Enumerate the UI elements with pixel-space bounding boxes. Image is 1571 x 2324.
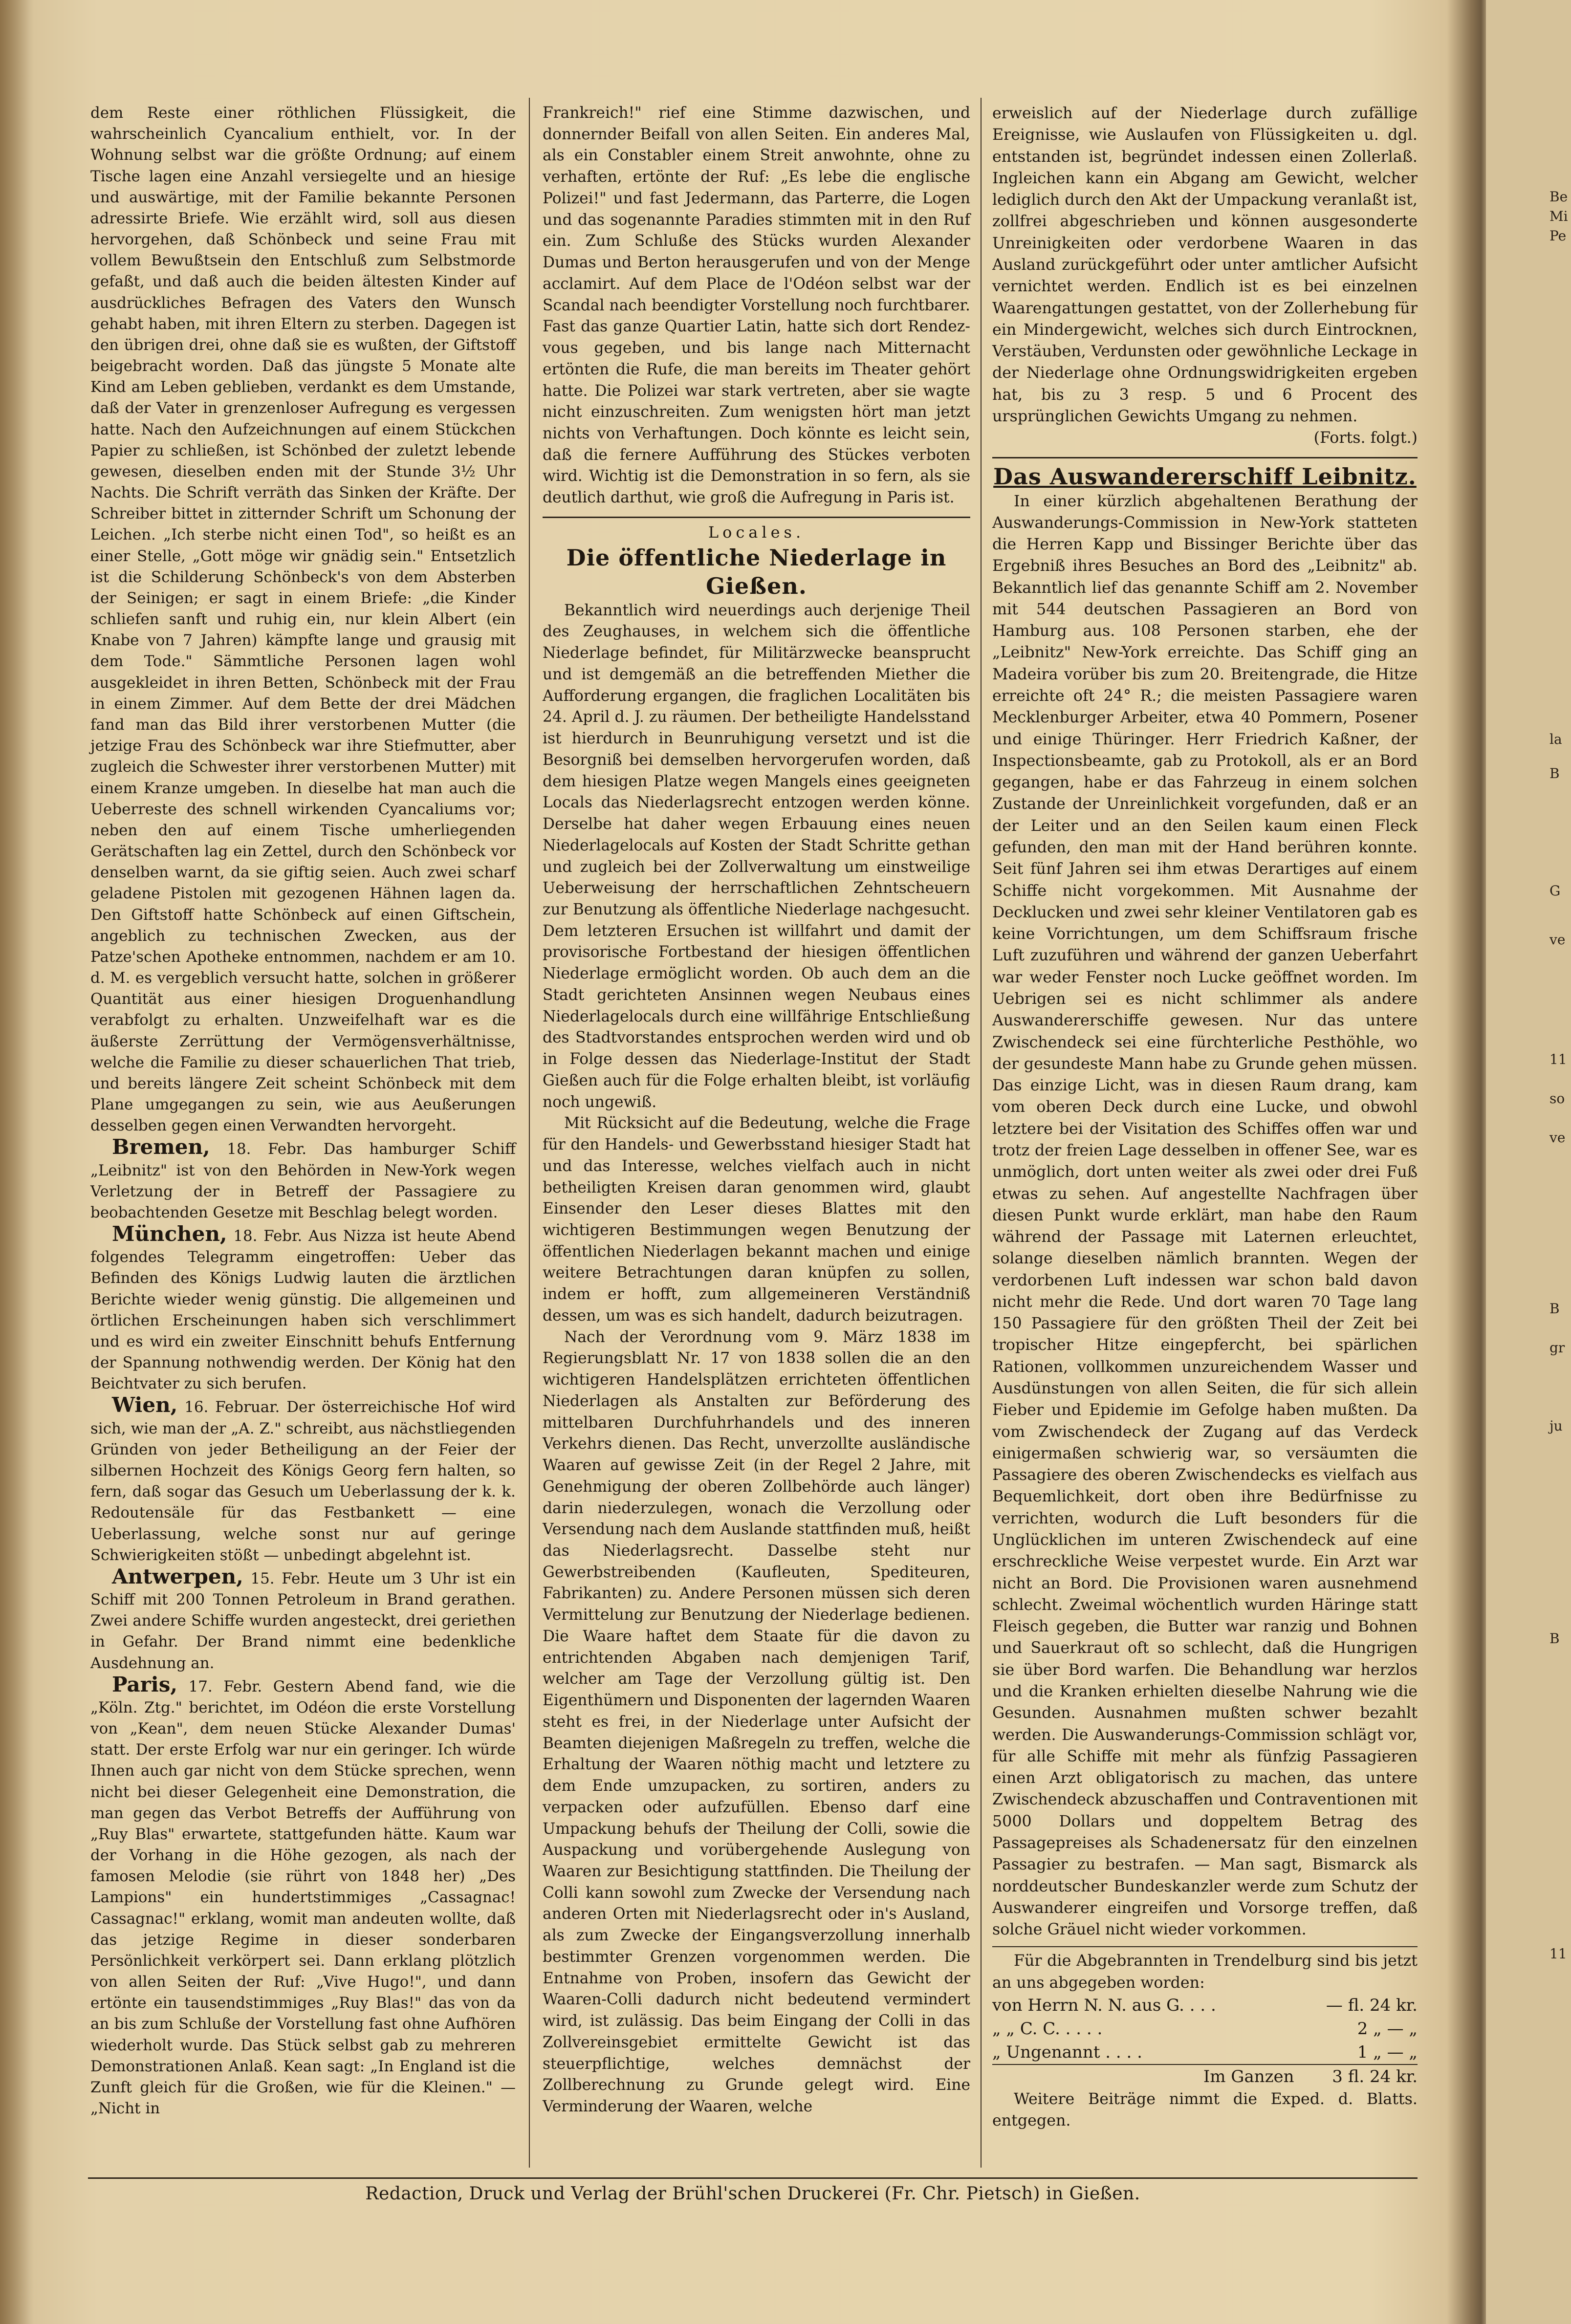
article-title-niederlage: Die öffentliche Niederlage in Gießen. <box>566 544 947 599</box>
next-page-fragment: Be <box>1549 189 1568 205</box>
news-paris-text: 17. Febr. Gestern Abend fand, wie die „Köln. Ztg." berichtet, im Odéon die erste Vorstellung von „Kean", dem neuen Stücke Alexander Dumas' statt. Der erste Erfolg war nur ein geringer. Ich würde Ihnen auch gar nicht von dem Stücke sprechen, wenn nicht bei dieser Gelegenheit eine Demonstration, die man gegen das Verbot Betreffs der Aufführung von „Ruy Blas" erwartete, stattgefunden hätte. Kaum war der Vorhang in die Höhe gezogen, als nach der famosen Melodie (sie rührt von 1848 her) „Des Lampions" ein hundertstimmiges „Cassagnac! Cassagnac!" erklang, womit man andeuten wollte, daß das jetzige Regime in dieser sonderbaren Persönlichkeit verkörpert sei. Dann erklang plötzlich von allen Seiten der Ruf: „Vive Hugo!", und dann ertönte ein tausendstimmiges „Ruy Blas!" das von da an bis zum Schluße der Vorstellung fast ohne Aufhören wiederholt wurde. Das Stück selbst gab zu mehreren Demonstrationen Anlaß. Kean sagt: „In England ist die Zunft gleich für die Großen, wie für die Kleinen." — „Nicht in <box>90 1677 516 2118</box>
leibnitz-report: In einer kürzlich abgehaltenen Berathung der Auswanderungs-Commission in New-York statteten die Herren Kapp und Bissinger Berichte über das Ergebniß ihres Besuches an Bord des „Leibnitz" ab. Bekanntlich lief das genannte Schiff am 2. November mit 544 deutschen Passagieren an Bord von Hamburg aus. 108 Personen starben, ehe der „Leibnitz" New-York erreichte. Das Schiff ging an Madeira vorüber bis zum 20. Breitengrade, die Hitze erreichte oft 24° R.; die meisten Passagiere waren Mecklenburger Arbeiter, etwa 40 Pommern, Posener und einige Thüringer. Herr Friedrich Kaßner, der Inspectionsbeamte, gab zu Protokoll, als er an Bord gegangen, habe er das Fahrzeug in einem solchen Zustande der Unreinlichkeit vorgefunden, daß er an der Leiter und an den Seilen kaum einen Fleck gefunden, den man mit der Hand berühren konnte. Seit fünf Jahren sei ihm etwas Derartiges auf einem Schiffe nicht vorgekommen. Mit Ausnahme der Decklucken und zwei sehr kleiner Ventilatoren gab es keine Vorrichtungen, um dem Schiffsraum frische Luft zuzuführen und während der ganzen Ueberfahrt war weder Fenster noch Lucke geöffnet worden. Im Uebrigen sei es nicht schlimmer als andere Auswandererschiffe gewesen. Nur das untere Zwischendeck sei eine fürchterliche Pesthöhle, wo der gesundeste Mann habe zu Grunde gehen müssen. Das einzige Licht, was in diesen Raum drang, kam vom oberen Deck durch eine Lucke, und obwohl letztere bei der Visitation des Schiffes offen war und trotz der freien Lage desselben in offener See, war es unmöglich, dort unten weiter als zwei oder drei Fuß etwas zu sehen. Auf angestellte Nachfragen über diesen Punkt wurde erklärt, man habe den Raum während der Passage mit Laternen erleuchtet, solange dieselben nämlich brannten. Wegen der verdorbenen Luft indessen war schon bald davon nicht mehr die Rede. Und dort waren 70 Tage lang 150 Passagiere für den größten Theil der Zeit bei tropischer Hitze eingepfercht, bei spärlichen Rationen, vollkommen unzureichendem Wasser und Ausdünstungen von allen Seiten, die für sich allein Fieber und Epidemie im Gefolge haben mußten. Da vom Zwischendeck der Zugang auf das Verdeck einigermaßen schwierig war, so versäumten die Passagiere des oberen Zwischendecks es vielfach aus Bequemlichkeit, dort oben ihre Bedürfnisse zu verrichten, wodurch die Luft besonders für die Unglücklichen im unteren Zwischendeck auf eine erschreckliche Weise verpestet wurde. Ein Arzt war nicht an Bord. Die Provisionen waren ausnehmend schlecht. Zweimal wöchentlich wurden Häringe statt Fleisch gegeben, die Butter war ranzig und Bohnen und Sauerkraut oft so schlecht, daß die Hungrigen sie über Bord warfen. Die Behandlung war herzlos und die Kranken erhielten dieselbe Nahrung wie die Gesunden. Ausnahmen mußten schwer bezahlt werden. Die Auswanderungs-Commission schlägt vor, für alle Schiffe mit mehr als fünfzig Passagieren einen Arzt obligatorisch zu machen, das untere Zwischendeck abzuschaffen und Contraventionen mit 5000 Dollars und doppeltem Betrag des Passagepreises als Schadenersatz für den einzelnen Passagier zu bestrafen. — Man sagt, Bismarck als norddeutscher Bundeskanzler werde zum Schutz der Auswanderer eingreifen und Vorsorge treffen, daß solche Gräuel nicht wieder vorkommen. <box>992 492 1418 1939</box>
news-antwerpen <box>90 1566 516 1674</box>
donation-table <box>992 1994 1418 2088</box>
dateline-muenchen: München, <box>112 1222 227 1246</box>
donation-amount: 2 „ — „ <box>1357 2019 1418 2039</box>
news-muenchen <box>90 1223 516 1394</box>
next-page-fragment: la <box>1549 731 1562 747</box>
donation-row <box>992 1994 1418 2017</box>
news-paris <box>90 1674 516 2120</box>
donation-label: „ „ C. C. . . . . <box>992 2019 1103 2039</box>
section-label-locales: Locales. <box>708 522 805 542</box>
next-page-fragment: so <box>1549 1090 1565 1107</box>
continued-note: (Forts. folgt.) <box>1313 429 1418 447</box>
news-wien <box>90 1394 516 1565</box>
paris-continued: Frankreich!" rief eine Stimme dazwischen, und donnernder Beifall von allen Seiten. Ein anderes Mal, als ein Constabler einem Streit anwohnte, ohne zu verhaften, ertönte der Ruf: „Es lebe die englische Polizei!" und fast Jedermann, das Parterre, die Logen und das sogenannte Paradies stimmten mit in den Ruf ein. Zum Schluße des Stücks wurden Alexander Dumas und Berton herausgerufen und von der Menge acclamirt. Auf dem Place de l'Odéon selbst war der Scandal nach beendigter Vorstellung noch furchtbarer. Fast das ganze Quartier Latin, hatte sich dort Rendez-vous gegeben, und bis lange nach Mitternacht ertönten die Rufe, die man bereits im Theater gehört hatte. Die Polizei war stark vertreten, aber sie wagte nicht einzuschreiten. Zum wenigsten hört man jetzt nichts von Verhaftungen. Doch könnte es leicht sein, daß die fernere Aufführung des Stückes verboten wird. Wichtig ist die Demonstration in so fern, als sie deutlich darthut, wie groß die Aufregung in Paris ist. <box>543 104 970 507</box>
donation-row <box>992 2041 1418 2064</box>
next-page-fragment: gr <box>1549 1340 1565 1356</box>
section-rule-2 <box>992 457 1418 458</box>
donation-intro: Für die Abgebrannten in Trendelburg sind bis jetzt an uns abgegeben worden: <box>992 1952 1418 1992</box>
section-rule <box>543 517 970 518</box>
next-page-fragment: B <box>1549 1630 1560 1647</box>
next-page-fragment: 11 <box>1549 1946 1567 1962</box>
next-page-fragment: ju <box>1549 1418 1563 1434</box>
donation-row <box>992 2017 1418 2041</box>
page-edge-shadow <box>0 0 34 2324</box>
column-2 <box>543 103 970 2118</box>
next-page-fragment: ve <box>1549 1129 1566 1146</box>
news-bremen <box>90 1136 516 1223</box>
donation-amount: 1 „ — „ <box>1357 2042 1418 2062</box>
section-rule-3 <box>992 1946 1418 1947</box>
footer-rule <box>88 2177 1418 2179</box>
column-3 <box>992 103 1418 2131</box>
next-page-fragment: ve <box>1549 932 1566 948</box>
dateline-wien: Wien, <box>112 1393 178 1417</box>
donation-amount: — fl. 24 kr. <box>1326 1995 1418 2015</box>
niederlage-paragraph-1: Bekanntlich wird neuerdings auch derjenige Theil des Zeughauses, in welchem sich die öffentliche Niederlage befindet, für Militärzwecke beansprucht und ist demgemäß an die betreffenden Miether die Aufforderung ergangen, die fraglichen Localitäten bis 24. April d. J. zu räumen. Der betheiligte Handelsstand ist hierdurch in Beunruhigung versetzt und ist die Besorgniß bei demselben hervorgerufen worden, daß dem hiesigen Platze wegen Mangels eines geeigneten Locals das Niederlagsrecht entzogen werden könne. Derselbe hat daher wegen Erbauung eines neuen Niederlagelocals auf Kosten der Stadt Schritte gethan und zugleich bei der Zollverwaltung um einstweilige Ueberweisung der herrschaftlichen Zehntscheuern zur Benutzung als öffentliche Niederlage nachgesucht. Dem letzteren Ersuchen ist willfahrt und damit der provisorische Fortbestand der hiesigen öffentlichen Niederlage ermöglicht worden. Ob auch dem an die Stadt gerichteten Ansinnen wegen Neubaus eines Niederlagelocals durch eine willfährige Entschließung des Stadtvorstandes entsprochen werden wird und ob in Folge dessen das Niederlage-Institut der Stadt Gießen auch für die Folge erhalten bleibt, ist vorläufig noch ungewiß. <box>543 601 970 1111</box>
news-antwerpen-text: 15. Febr. Heute um 3 Uhr ist ein Schiff mit 200 Tonnen Petroleum in Brand gerathen. Zwei andere Schiffe wurden angesteckt, drei geriethen in Gefahr. Der Brand nimmt eine bedenkliche Ausdehnung an. <box>90 1569 516 1672</box>
dateline-paris: Paris, <box>112 1672 178 1696</box>
next-page-fragment: Pe <box>1549 228 1567 244</box>
dateline-antwerpen: Antwerpen, <box>112 1564 243 1588</box>
news-wien-text: 16. Februar. Der österreichische Hof wird sich, wie man der „A. Z." schreibt, aus nächstliegenden Gründen von jeder Betheiligung an der Feier der silbernen Hochzeit des Königs Georg fern halten, so fern, daß sogar das Gesuch um Ueberlassung der k. k. Redoutensäle für das Festbankett — eine Ueberlassung, welche sonst nur auf geringe Schwierigkeiten stößt — unbedingt abgelehnt ist. <box>90 1398 516 1564</box>
next-page-fragment: Mi <box>1549 208 1568 224</box>
column-divider-2 <box>981 98 982 2168</box>
next-page-edge <box>1486 0 1571 2324</box>
next-page-fragment: 11 <box>1549 1051 1567 1067</box>
donation-total-amount: 3 fl. 24 kr. <box>1294 2064 1418 2088</box>
donation-label: von Herrn N. N. aus G. . . . <box>992 1995 1216 2015</box>
news-bremen-text: 18. Febr. Das hamburger Schiff „Leibnitz" ist von den Behörden in New-York wegen Verletzung der in Betreff der Passagiere zu beobachtenden Gesetze mit Beschlag belegt worden. <box>90 1140 516 1221</box>
donation-outro: Weitere Beiträge nimmt die Exped. d. Blatts. entgegen. <box>992 2090 1418 2130</box>
imprint: Redaction, Druck und Verlag der Brühl'schen Druckerei (Fr. Chr. Pietsch) in Gießen. <box>365 2184 1140 2204</box>
schoenbeck-report: dem Reste einer röthlichen Flüssigkeit, die wahrscheinlich Cyancalium enthielt, vor. In der Wohnung selbst war die größte Ordnung; auf einem Tische lagen eine Anzahl versiegelte und an hiesige und auswärtige, mit der Familie bekannte Personen adressirte Briefe. Wie erzählt wird, soll aus diesen hervorgehen, daß Schönbeck und seine Frau mit vollem Bewußtsein den Entschluß zum Selbstmorde gefaßt, und daß auch die beiden ältesten Kinder auf ausdrückliches Befragen des Vaters den Wunsch gehabt haben, mit ihren Eltern zu sterben. Dagegen ist den übrigen drei, ohne daß sie es wußten, der Giftstoff beigebracht worden. Daß das jüngste 5 Monate alte Kind am Leben geblieben, verdankt es dem Umstande, daß der Vater in grenzenloser Aufregung es vergessen hatte. Nach den Aufzeichnungen auf einem Stückchen Papier zu schließen, ist Schönbed der zuletzt lebende gewesen, dieselben enden mit der Stunde 3½ Uhr Nachts. Die Schrift verräth das Sinken der Kräfte. Der Schreiber bittet in zitternder Schrift um Schonung der Leichen. „Ich sterbe nicht einen Tod", so heißt es an einer Stelle, „Gott möge wir gnädig sein." Entsetzlich ist die Schilderung Schönbeck's von dem Absterben der Seinigen; er sagt in einem Briefe: „die Kinder schliefen sanft und ruhig ein, nur klein Albert (ein Knabe von 7 Jahren) kämpfte lange und grausig mit dem Tode." Sämmtliche Personen lagen wohl ausgekleidet in ihren Betten, Schönbeck mit der Frau in einem Zimmer. Auf dem Bette der drei Mädchen fand man das Bild ihrer verstorbenen Mutter (die jetzige Frau des Schönbeck war ihre Stiefmutter, aber zugleich die Schwester ihrer verstorbenen Mutter) mit einem Kranze umgeben. In dieselbe hat man auch die Ueberreste des schnell wirkenden Cyancaliums vor; neben den auf einem Tische umherliegenden Gerätschaften lag ein Zettel, durch den Schönbeck vor denselben warnt, da sie giftig seien. Auch zwei scharf geladene Pistolen mit gezogenen Hähnen lagen da. Den Giftstoff hatte Schönbeck auf einen Giftschein, angeblich zu technischen Zwecken, aus der Patze'schen Apotheke entnommen, nachdem er am 10. d. M. es vergeblich versucht hatte, solchen in größerer Quantität aus einer hiesigen Droguenhandlung verabfolgt zu erhalten. Unzweifelhaft war es die äußerste Zerrüttung der Vermögensverhältnisse, welche die Familie zu dieser schauerlichen That trieb, und bereits längere Zeit scheint Schönbeck mit dem Plane umgegangen zu sein, wie aus Aeußerungen desselben gegen einen Verwandten hervorgeht. <box>90 104 516 1135</box>
column-1 <box>90 103 516 2119</box>
niederlage-paragraph-3: Nach der Verordnung vom 9. März 1838 im Regierungsblatt Nr. 17 von 1838 sollen die an den wichtigeren Handelsplätzen errichteten öffentlichen Niederlagen als Anstalten zur Beförderung des mittelbaren Durchfuhrhandels und des inneren Verkehrs dienen. Das Recht, unverzollte ausländische Waaren auf gewisse Zeit (in der Regel 2 Jahre, mit Genehmigung der oberen Zollbehörde auch länger) darin niederzulegen, wonach die Verzollung oder Versendung nach dem Auslande stattfinden muß, heißt das Niederlagsrecht. Dasselbe steht nur Gewerbstreibenden (Kaufleuten, Spediteuren, Fabrikanten) zu. Andere Personen müssen sich deren Vermittelung zur Benutzung der Niederlage bedienen. Die Waare haftet dem Staate für die davon zu entrichtenden Abgaben nach demjenigen Tarif, welcher am Tage der Verzollung gültig ist. Den Eigenthümern und Disponenten der lagernden Waaren steht es frei, in der Niederlage unter Aufsicht der Beamten diejenigen Maßregeln zu treffen, welche die Erhaltung der Waaren nöthig macht und letztere zu dem Ende umzupacken, zu sortiren, anders zu verpacken oder aufzufüllen. Ebenso darf eine Umpackung behufs der Theilung der Colli, sowie die Auspackung und vorübergehende Auslegung von Waaren zur Besichtigung stattfinden. Die Theilung der Colli kann sowohl zum Zwecke der Versendung nach anderen Orten mit Niederlagsrecht oder in's Ausland, als zum Zwecke der Eingangsverzollung innerhalb bestimmter Grenzen vorgenommen werden. Die Entnahme von Proben, insofern das Gewicht der Waaren-Colli dadurch nicht bedeutend vermindert wird, ist zulässig. Das beim Eingang der Colli in das Zollvereinsgebiet ermittelte Gewicht ist das steuerpflichtige, welches demnächst der Zollberechnung zu Grunde gelegt wird. Eine Verminderung der Waaren, welche <box>543 1328 970 2116</box>
donation-total-label: Im Ganzen <box>992 2064 1294 2088</box>
niederlage-paragraph-2: Mit Rücksicht auf die Bedeutung, welche die Frage für den Handels- und Gewerbsstand hiesiger Stadt hat und das Interesse, welches vielfach auch in nicht betheiligten Kreisen daran genommen wird, glaubt Einsender den Leser dieses Blattes mit den wichtigeren Bestimmungen wegen Benutzung der öffentlichen Niederlagen bekannt machen und einige weitere Betrachtungen daran knüpfen zu sollen, indem er hofft, zum allgemeineren Verständniß dessen, um was es sich handelt, dadurch beizutragen. <box>543 1114 970 1325</box>
next-page-fragment: B <box>1549 765 1560 782</box>
article-title-leibnitz: Das Auswandererschiff Leibnitz. <box>993 463 1417 490</box>
donation-total-row <box>992 2064 1418 2088</box>
donation-label: „ Ungenannt . . . . <box>992 2042 1142 2062</box>
next-page-fragment: B <box>1549 1301 1560 1317</box>
column-divider-1 <box>529 98 530 2168</box>
niederlage-continued: erweislich auf der Niederlage durch zufällige Ereignisse, wie Auslaufen von Flüssigkeiten u. dgl. entstanden ist, begründet indessen einen Zollerlaß. Ingleichen kann ein Abgang am Gewicht, welcher lediglich durch den Akt der Umpackung veranlaßt ist, zollfrei abgeschrieben und können ausgesonderte Unreinigkeiten oder verdorbene Waaren in das Ausland zurückgeführt oder unter amtlicher Aufsicht vernichtet werden. Endlich ist es bei einzelnen Waarengattungen gestattet, von der Zollerhebung für ein Mindergewicht, welches sich durch Eintrocknen, Verstäuben, Verdunsten oder gewöhnliche Leckage in der Niederlage ohne Ordnungswidrigkeiten ergeben hat, bis zu 3 resp. 5 und 6 Procent des ursprünglichen Gewichts Umgang zu nehmen. <box>992 105 1418 425</box>
next-page-fragment: G <box>1549 883 1561 899</box>
dateline-bremen: Bremen, <box>112 1135 210 1159</box>
news-muenchen-text: 18. Febr. Aus Nizza ist heute Abend folgendes Telegramm eingetroffen: Ueber das Befinden des Königs Ludwig lauten die ärztlichen Berichte wieder wenig günstig. Die allgemeinen und örtlichen Erscheinungen haben sich verschlimmert und es wird ein zweiter Einschnitt behufs Entfernung der Spannung nothwendig werden. Der König hat den Beichtvater zu sich berufen. <box>90 1227 516 1393</box>
